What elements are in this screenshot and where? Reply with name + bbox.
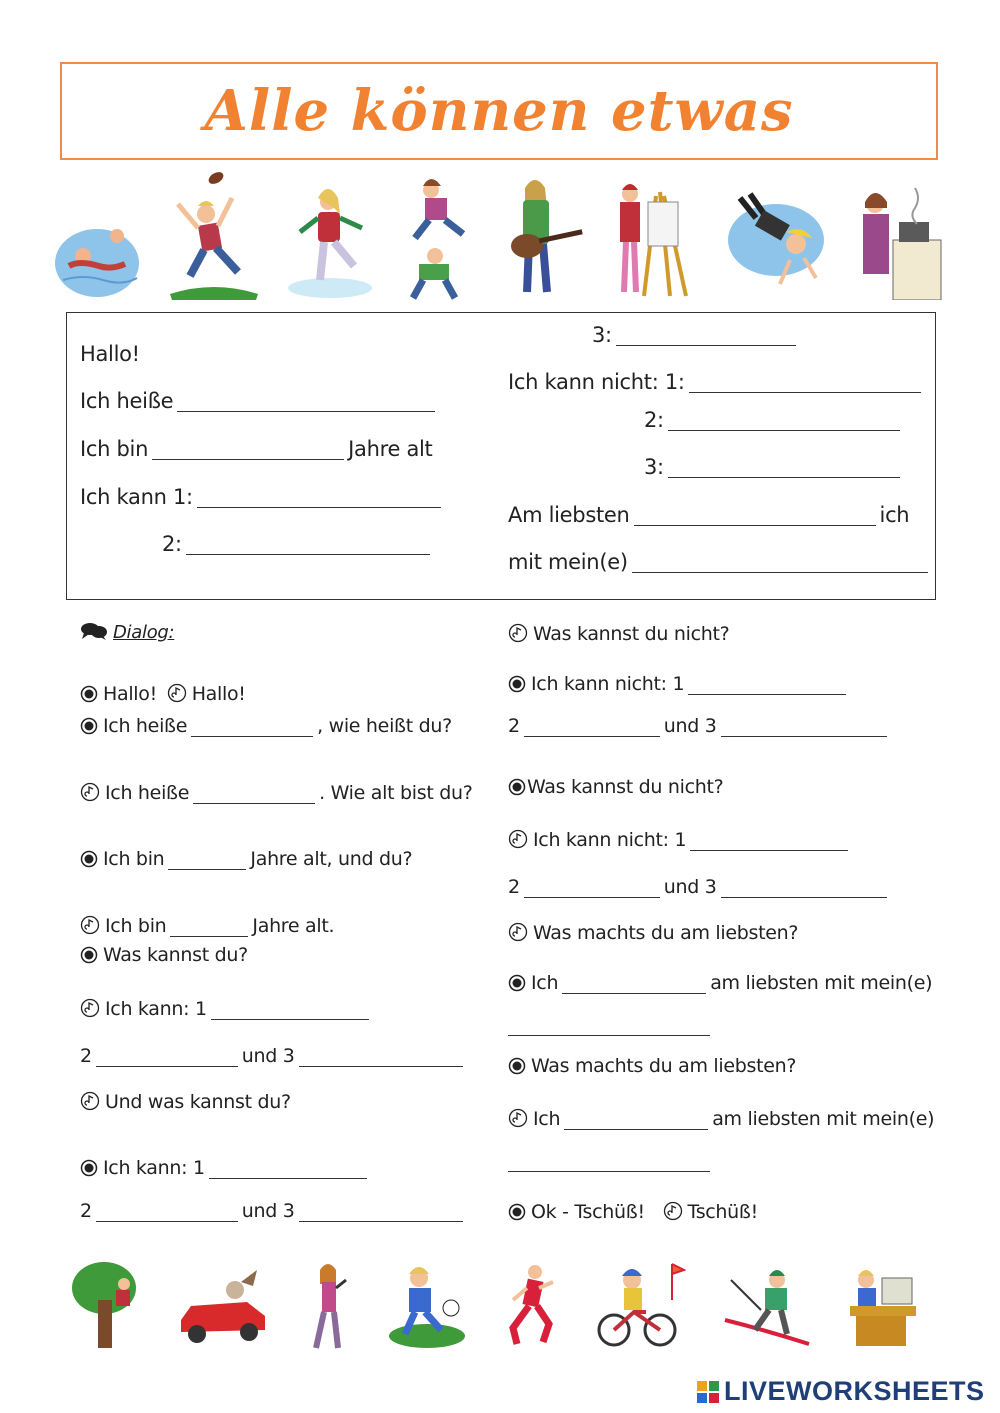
can-row-3 <box>592 323 800 347</box>
dialog-can-input[interactable] <box>299 1046 463 1067</box>
dialog-can-input[interactable] <box>299 1201 463 1222</box>
football-picture <box>168 168 260 300</box>
with-row <box>508 550 932 574</box>
dialog-line: Hallo! Hallo! <box>80 683 246 705</box>
cannot-row-3 <box>644 455 904 479</box>
computer-picture <box>848 1260 920 1350</box>
dialog-can-input[interactable] <box>209 1158 367 1179</box>
can-3-input[interactable] <box>616 325 796 346</box>
am-liebsten-label: Am liebsten <box>508 503 630 527</box>
dialog-line: 2 und 3 <box>80 1045 467 1067</box>
liveworksheets-logo[interactable] <box>697 1376 985 1407</box>
dialog-line <box>508 1014 714 1036</box>
speaker-b-icon <box>508 922 528 942</box>
dialog-line: Was kannst du nicht? <box>508 776 723 798</box>
singing-picture <box>304 1260 354 1350</box>
age-row <box>80 437 433 461</box>
speaker-a-icon <box>80 685 98 703</box>
dialog-name-input[interactable] <box>193 783 315 804</box>
bottom-picture-row <box>70 1260 920 1350</box>
dialog-label: Dialog: <box>113 622 175 643</box>
num-3-label: 3: <box>644 455 664 479</box>
num-2-label: 2: <box>644 408 664 432</box>
cannot-row-2 <box>644 408 904 432</box>
speaker-b-icon <box>167 683 187 703</box>
jahre-alt-label: Jahre alt <box>348 437 433 461</box>
car-driving-picture <box>177 1260 269 1350</box>
leapfrog-picture <box>401 168 473 300</box>
dialog-header <box>80 621 174 643</box>
cannot-3-input[interactable] <box>668 457 900 478</box>
speaker-b-icon <box>508 1108 528 1128</box>
speaker-a-icon <box>508 675 526 693</box>
speaker-b-icon <box>663 1201 683 1221</box>
dialog-line: Ich kann: 1 <box>80 1157 371 1179</box>
dialog-age-input[interactable] <box>170 916 248 937</box>
swimming-picture <box>55 168 139 300</box>
dialog-name-input[interactable] <box>191 716 313 737</box>
ice-skating-picture <box>288 168 372 300</box>
name-input[interactable] <box>177 391 435 412</box>
dialog-cannot-input[interactable] <box>721 716 887 737</box>
dialog-line: Und was kannst du? <box>80 1091 291 1113</box>
age-input[interactable] <box>152 439 344 460</box>
tree-climbing-picture <box>70 1260 142 1350</box>
can-1-input[interactable] <box>197 487 441 508</box>
speaker-b-icon <box>80 915 100 935</box>
dialog-line <box>508 1150 714 1172</box>
dialog-cannot-input[interactable] <box>721 877 887 898</box>
speaker-b-icon <box>508 829 528 849</box>
ich-bin-label: Ich bin <box>80 437 149 461</box>
dialog-line: Was kannst du? <box>80 944 248 966</box>
speaker-a-icon <box>508 974 526 992</box>
speaker-a-icon <box>80 946 98 964</box>
dialog-line: Ok - Tschüß! Tschüß! <box>508 1201 758 1223</box>
dialog-favorite-input[interactable] <box>562 973 706 994</box>
cycling-picture <box>594 1260 686 1350</box>
can-row-2 <box>162 532 434 556</box>
dialog-line: Ich bin Jahre alt, und du? <box>80 848 412 870</box>
dialog-favorite-input[interactable] <box>564 1109 708 1130</box>
speaker-b-icon <box>80 782 100 802</box>
greeting-text: Hallo! <box>80 342 140 366</box>
painting-picture <box>614 168 692 300</box>
dialog-with-input[interactable] <box>508 1015 710 1036</box>
dialog-cannot-input[interactable] <box>688 674 846 695</box>
speaker-a-icon <box>508 1203 526 1221</box>
guitar-picture <box>501 168 585 300</box>
dialog-line: Ich am liebsten mit mein(e) <box>508 1108 934 1130</box>
running-picture <box>503 1260 559 1350</box>
dialog-line: 2 und 3 <box>508 876 891 898</box>
num-2-label: 2: <box>162 532 182 556</box>
speech-bubbles-icon <box>80 621 108 641</box>
favorite-with-input[interactable] <box>632 552 928 573</box>
dialog-line: Ich heiße , wie heißt du? <box>80 715 452 737</box>
cooking-picture <box>855 168 945 300</box>
favorite-activity-input[interactable] <box>634 505 876 526</box>
speaker-a-icon <box>80 1159 98 1177</box>
dialog-line: Ich kann nicht: 1 <box>508 673 850 695</box>
logo-grid-icon <box>697 1381 719 1403</box>
dialog-line: Ich kann nicht: 1 <box>508 829 852 851</box>
dialog-can-input[interactable] <box>211 999 369 1020</box>
speaker-a-icon <box>80 717 98 735</box>
speaker-a-icon <box>80 850 98 868</box>
brand-name: LIVEWORKSHEETS <box>724 1376 985 1406</box>
name-row <box>80 389 439 413</box>
speaker-b-icon <box>508 623 528 643</box>
skiing-picture <box>721 1260 813 1350</box>
dialog-can-input[interactable] <box>96 1046 238 1067</box>
ich-kann-1-label: Ich kann 1: <box>80 485 193 509</box>
dialog-line: Was kannst du nicht? <box>508 623 729 645</box>
speaker-b-icon <box>80 1091 100 1111</box>
mit-meine-label: mit mein(e) <box>508 550 628 574</box>
dialog-cannot-input[interactable] <box>524 877 660 898</box>
dialog-with-input[interactable] <box>508 1151 710 1172</box>
can-row-1 <box>80 485 445 509</box>
soccer-picture <box>389 1260 467 1350</box>
dialog-cannot-input[interactable] <box>524 716 660 737</box>
dialog-line: 2 und 3 <box>508 715 891 737</box>
speaker-b-icon <box>80 998 100 1018</box>
dialog-line: Ich bin Jahre alt. <box>80 915 334 937</box>
dialog-line: 2 und 3 <box>80 1200 467 1222</box>
favorite-row <box>508 503 909 527</box>
speaker-a-icon <box>508 1057 526 1075</box>
num-3-label: 3: <box>592 323 612 347</box>
title-box <box>60 62 938 160</box>
speaker-a-icon <box>508 778 526 796</box>
cannot-2-input[interactable] <box>668 410 900 431</box>
cannot-row-1 <box>508 370 925 394</box>
dialog-line: Ich heiße . Wie alt bist du? <box>80 782 473 804</box>
diving-picture <box>720 168 826 300</box>
top-picture-row <box>55 168 945 300</box>
ich-heisse-label: Ich heiße <box>80 389 174 413</box>
dialog-age-input[interactable] <box>168 849 246 870</box>
can-2-input[interactable] <box>186 534 430 555</box>
dialog-line: Was machts du am liebsten? <box>508 1055 796 1077</box>
cannot-1-input[interactable] <box>689 372 921 393</box>
ich-label: ich <box>879 503 910 527</box>
dialog-cannot-input[interactable] <box>690 830 848 851</box>
dialog-line: Ich kann: 1 <box>80 998 373 1020</box>
ich-kann-nicht-label: Ich kann nicht: 1: <box>508 370 685 394</box>
dialog-line: Ich am liebsten mit mein(e) <box>508 972 932 994</box>
worksheet-title: Alle können etwas <box>204 78 794 144</box>
dialog-can-input[interactable] <box>96 1201 238 1222</box>
dialog-line: Was machts du am liebsten? <box>508 922 798 944</box>
